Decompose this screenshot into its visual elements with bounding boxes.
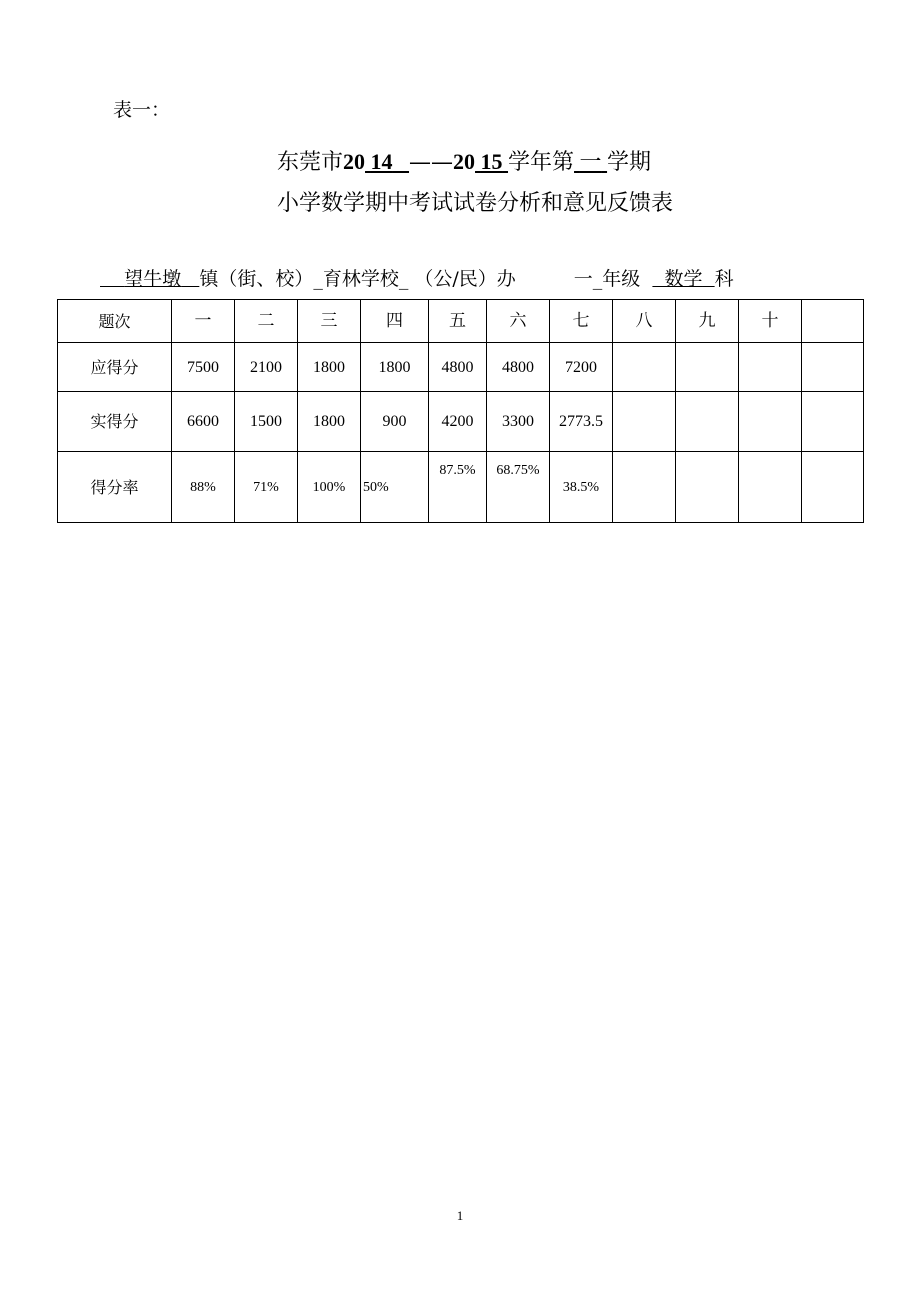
table-cell (802, 452, 864, 523)
table-cell (802, 392, 864, 452)
table-cell: 1500 (235, 392, 298, 452)
header-cell: 八 (613, 300, 676, 343)
table-cell: 50% (361, 452, 429, 523)
table-cell: 6600 (172, 392, 235, 452)
school-name: 育林学校_ (322, 268, 409, 290)
grade-value: 一_年级 (573, 268, 641, 290)
row-label: 应得分 (58, 343, 172, 392)
header-cell: 五 (429, 300, 487, 343)
subject-value: 数学 (664, 268, 703, 290)
table-row-actual (58, 392, 864, 452)
year2-suffix: 15 (480, 149, 503, 174)
table-cell: 1800 (298, 343, 361, 392)
info-line (100, 264, 734, 291)
title-line-2: 小学数学期中考试试卷分析和意见反馈表 (277, 191, 674, 216)
table-cell (676, 343, 739, 392)
year1-prefix: 20 (343, 149, 366, 174)
header-cell: 二 (235, 300, 298, 343)
table-cell: 4200 (429, 392, 487, 452)
table-label: 表一： (113, 99, 171, 121)
title-end: 学期 (607, 150, 652, 175)
table-cell (802, 343, 864, 392)
title-prefix: 东莞市 (277, 150, 344, 175)
header-cell: 七 (550, 300, 613, 343)
table-cell: 88% (172, 452, 235, 523)
town-suffix: 镇（街、校）_ (199, 268, 323, 290)
table-cell: 2100 (235, 343, 298, 392)
header-cell: 题次 (58, 300, 172, 343)
header-cell: 一 (172, 300, 235, 343)
title-mid: 学年第 (508, 150, 575, 175)
table-cell (613, 392, 676, 452)
table-cell: 38.5% (550, 452, 613, 523)
table-cell: 68.75% (487, 452, 550, 523)
table-row-expected (58, 343, 864, 392)
row-label: 实得分 (58, 392, 172, 452)
header-cell: 六 (487, 300, 550, 343)
table-cell (613, 452, 676, 523)
table-cell: 900 (361, 392, 429, 452)
table-cell (739, 392, 802, 452)
title-line-1 (277, 145, 651, 176)
table-cell (613, 343, 676, 392)
school-type: （公/民）办 (414, 268, 516, 290)
table-cell: 4800 (487, 343, 550, 392)
header-cell: 四 (361, 300, 429, 343)
table-row-header (58, 300, 864, 343)
table-cell: 1800 (361, 343, 429, 392)
title-dash: —— (409, 150, 454, 175)
header-cell: 九 (676, 300, 739, 343)
table-cell: 2773.5 (550, 392, 613, 452)
year2-prefix: 20 (453, 149, 476, 174)
table-cell: 100% (298, 452, 361, 523)
header-cell: 十 (739, 300, 802, 343)
term-value: 一 (579, 150, 602, 175)
table-cell (739, 343, 802, 392)
table-cell: 1800 (298, 392, 361, 452)
page-number: 1 (456, 1208, 464, 1223)
row-label: 得分率 (58, 452, 172, 523)
year1-suffix: 14 (370, 149, 393, 174)
table-row-rate (58, 452, 864, 523)
table-cell (739, 452, 802, 523)
table-cell (676, 452, 739, 523)
subject-suffix: 科 (714, 268, 734, 290)
header-cell: 三 (298, 300, 361, 343)
header-cell (802, 300, 864, 343)
town-value: 望牛墩 (124, 268, 182, 290)
score-table (57, 299, 864, 523)
table-cell: 87.5% (429, 452, 487, 523)
table-cell: 4800 (429, 343, 487, 392)
table-cell (676, 392, 739, 452)
table-cell: 7200 (550, 343, 613, 392)
table-cell: 7500 (172, 343, 235, 392)
table-cell: 3300 (487, 392, 550, 452)
table-cell: 71% (235, 452, 298, 523)
